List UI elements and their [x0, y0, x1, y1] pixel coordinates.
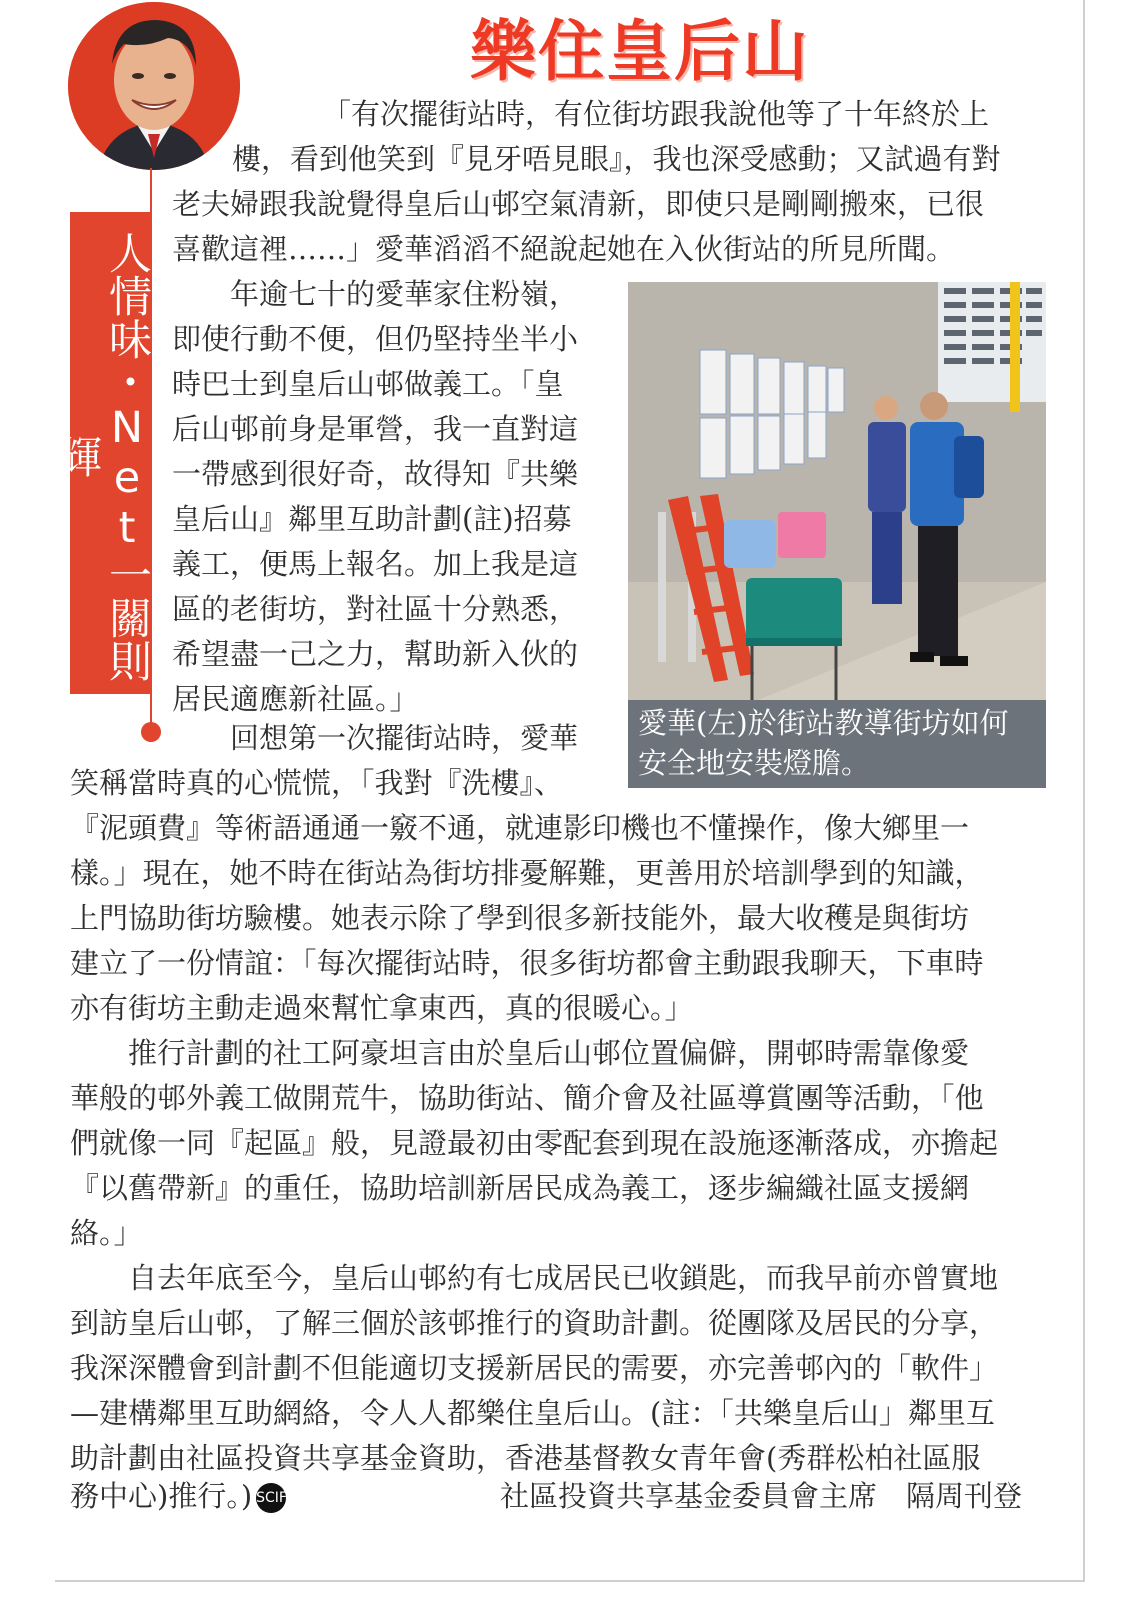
article-title: 樂住皇后山	[470, 13, 810, 90]
article-line: 區的老街坊，對社區十分熟悉，	[172, 592, 579, 626]
article-line: 到訪皇后山邨，了解三個於該邨推行的資助計劃。從團隊及居民的分享，	[70, 1306, 999, 1340]
photo-caption-line: 愛華(左)於街站教導街坊如何	[638, 706, 1009, 740]
article-line: 樓，看到他笑到『見牙唔見眼』，我也深受感動；又試過有對	[232, 142, 1001, 176]
article-line: 『泥頭費』等術語通通一竅不通，就連影印機也不懂操作，像大鄉里一	[70, 811, 970, 845]
article-line: 后山邨前身是軍營，我一直對這	[172, 412, 579, 446]
author-signature: 社區投資共享基金委員會主席 隔周刊登	[500, 1479, 1023, 1513]
article-line: 推行計劃的社工阿豪坦言由於皇后山邨位置偏僻，開邨時需靠像愛	[128, 1036, 970, 1070]
article-line: 即使行動不便，但仍堅持坐半小	[172, 322, 579, 356]
article-last-line	[70, 1474, 286, 1519]
article-photo	[628, 282, 1046, 700]
article-line: 皇后山』鄰里互助計劃(註)招募	[172, 502, 572, 536]
page-border-right	[1083, 0, 1085, 1580]
article-line: 笑稱當時真的心慌慌，「我對『洗樓』、	[70, 766, 564, 800]
column-banner	[52, 212, 152, 694]
article-line: 喜歡這裡……」愛華滔滔不絕說起她在入伙街站的所見所聞。	[172, 232, 956, 266]
article-line: 自去年底至今，皇后山邨約有七成居民已收鎖匙，而我早前亦曾實地	[128, 1261, 999, 1295]
article-line: 義工，便馬上報名。加上我是這	[172, 547, 579, 581]
photo-caption	[628, 700, 1046, 788]
article-line: 『以舊帶新』的重任，協助培訓新居民成為義工，逐步編織社區支援網	[70, 1171, 970, 1205]
article-line: 上門協助街坊驗樓。她表示除了學到很多新技能外，最大收穫是與街坊	[70, 901, 970, 935]
article-line: 一帶感到很好奇，故得知『共樂	[172, 457, 579, 491]
article-line: 助計劃由社區投資共享基金資助，香港基督教女青年會(秀群松柏社區服	[70, 1441, 981, 1475]
article-line: 時巴士到皇后山邨做義工。「皇	[172, 367, 564, 401]
page-border-bottom	[55, 1580, 1085, 1582]
article-line: 絡。」	[70, 1216, 143, 1250]
article-line: 希望盡一己之力，幫助新入伙的	[172, 637, 579, 671]
article-line: 「有次擺街站時，有位街坊跟我說他等了十年終於上	[322, 97, 990, 131]
article-line: 年逾七十的愛華家住粉嶺，	[230, 277, 579, 311]
article-line: 老夫婦跟我說覺得皇后山邨空氣清新，即使只是剛剛搬來，已很	[172, 187, 985, 221]
columnist-portrait	[68, 2, 240, 170]
article-line: 建立了一份情誼：「每次擺街站時，很多街坊都會主動跟我聊天，下車時	[70, 946, 984, 980]
article-line: 樣。」現在，她不時在街站為街坊排憂解難，更善用於培訓學到的知識，	[70, 856, 984, 890]
article-line: 華般的邨外義工做開荒牛，協助街站、簡介會及社區導賞團等活動，「他	[70, 1081, 984, 1115]
column-rule-dot	[141, 722, 161, 742]
article-line: 回想第一次擺街站時，愛華	[230, 721, 579, 755]
scif-logo-icon: SCIF	[256, 1483, 286, 1513]
article-line: —建構鄰里互助網絡，令人人都樂住皇后山。(註：「共樂皇后山」鄰里互	[70, 1396, 995, 1430]
column-name: 人情味・Net一關則輝	[52, 230, 152, 682]
article-line: 們就像一同『起區』般，見證最初由零配套到現在設施逐漸落成，亦擔起	[70, 1126, 999, 1160]
article-line: 居民適應新社區。」	[172, 682, 419, 716]
photo-caption-line: 安全地安裝燈膽。	[638, 746, 871, 780]
article-line: 我深深體會到計劃不但能適切支援新居民的需要，亦完善邨內的「軟件」	[70, 1351, 999, 1385]
article-line: 亦有街坊主動走過來幫忙拿東西，真的很暖心。」	[70, 991, 694, 1025]
article-line: 務中心)推行。)	[70, 1479, 253, 1513]
